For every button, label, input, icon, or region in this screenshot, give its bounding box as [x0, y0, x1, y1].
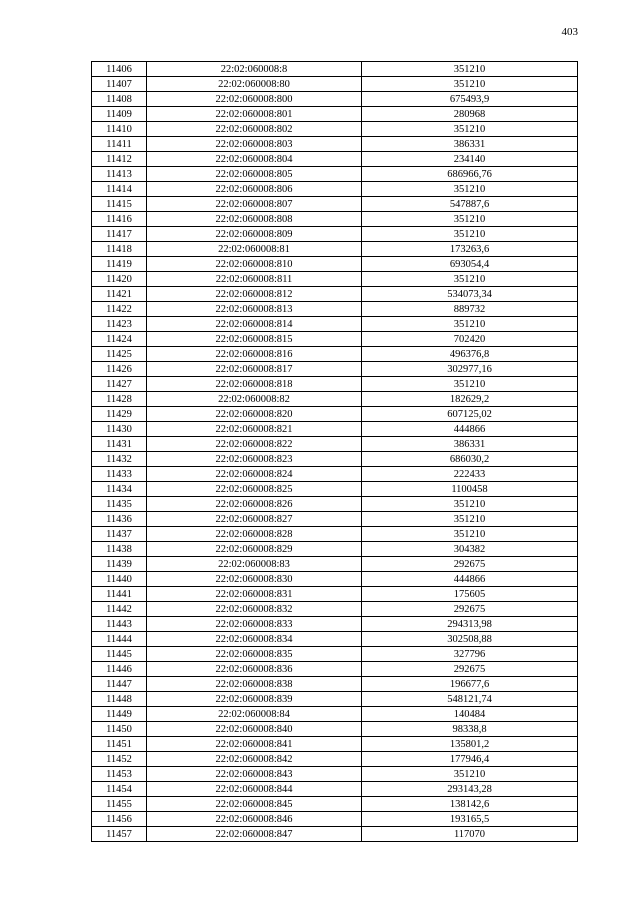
- row-number-cell: 11418: [92, 242, 147, 257]
- row-number-cell: 11424: [92, 332, 147, 347]
- table-row: [92, 167, 578, 182]
- value-cell: 444866: [362, 572, 578, 587]
- value-cell: 675493,9: [362, 92, 578, 107]
- table-row: [92, 692, 578, 707]
- cadastral-number-cell: 22:02:060008:800: [147, 92, 362, 107]
- cadastral-number-cell: 22:02:060008:815: [147, 332, 362, 347]
- row-number-cell: 11423: [92, 317, 147, 332]
- value-cell: 351210: [362, 512, 578, 527]
- table-row: [92, 602, 578, 617]
- row-number-cell: 11427: [92, 377, 147, 392]
- table-row: [92, 392, 578, 407]
- value-cell: 386331: [362, 437, 578, 452]
- table-row: [92, 587, 578, 602]
- table-row: [92, 527, 578, 542]
- table-row: [92, 707, 578, 722]
- row-number-cell: 11449: [92, 707, 147, 722]
- value-cell: 534073,34: [362, 287, 578, 302]
- cadastral-number-cell: 22:02:060008:828: [147, 527, 362, 542]
- table-row: [92, 287, 578, 302]
- table-row: [92, 482, 578, 497]
- cadastral-number-cell: 22:02:060008:806: [147, 182, 362, 197]
- table-row: [92, 647, 578, 662]
- row-number-cell: 11408: [92, 92, 147, 107]
- cadastral-number-cell: 22:02:060008:821: [147, 422, 362, 437]
- value-cell: 351210: [362, 62, 578, 77]
- table-row: [92, 62, 578, 77]
- row-number-cell: 11447: [92, 677, 147, 692]
- value-cell: 302977,16: [362, 362, 578, 377]
- cadastral-number-cell: 22:02:060008:842: [147, 752, 362, 767]
- value-cell: 140484: [362, 707, 578, 722]
- table-row: [92, 467, 578, 482]
- table-row: [92, 257, 578, 272]
- cadastral-number-cell: 22:02:060008:839: [147, 692, 362, 707]
- value-cell: 173263,6: [362, 242, 578, 257]
- page-number: 403: [561, 26, 578, 38]
- table-row: [92, 437, 578, 452]
- table-row: [92, 617, 578, 632]
- row-number-cell: 11426: [92, 362, 147, 377]
- table-row: [92, 812, 578, 827]
- row-number-cell: 11422: [92, 302, 147, 317]
- value-cell: 196677,6: [362, 677, 578, 692]
- table-row: [92, 767, 578, 782]
- cadastral-number-cell: 22:02:060008:84: [147, 707, 362, 722]
- row-number-cell: 11413: [92, 167, 147, 182]
- cadastral-number-cell: 22:02:060008:835: [147, 647, 362, 662]
- row-number-cell: 11455: [92, 797, 147, 812]
- table-row: [92, 452, 578, 467]
- value-cell: 351210: [362, 497, 578, 512]
- row-number-cell: 11457: [92, 827, 147, 842]
- value-cell: 351210: [362, 182, 578, 197]
- row-number-cell: 11432: [92, 452, 147, 467]
- table-row: [92, 347, 578, 362]
- table-row: [92, 782, 578, 797]
- value-cell: 351210: [362, 77, 578, 92]
- cadastral-number-cell: 22:02:060008:81: [147, 242, 362, 257]
- cadastral-number-cell: 22:02:060008:823: [147, 452, 362, 467]
- table-row: [92, 722, 578, 737]
- row-number-cell: 11443: [92, 617, 147, 632]
- value-cell: 193165,5: [362, 812, 578, 827]
- row-number-cell: 11434: [92, 482, 147, 497]
- row-number-cell: 11453: [92, 767, 147, 782]
- cadastral-number-cell: 22:02:060008:826: [147, 497, 362, 512]
- row-number-cell: 11454: [92, 782, 147, 797]
- value-cell: 351210: [362, 227, 578, 242]
- value-cell: 547887,6: [362, 197, 578, 212]
- table-row: [92, 317, 578, 332]
- cadastral-number-cell: 22:02:060008:818: [147, 377, 362, 392]
- table-row: [92, 497, 578, 512]
- row-number-cell: 11411: [92, 137, 147, 152]
- row-number-cell: 11428: [92, 392, 147, 407]
- cadastral-number-cell: 22:02:060008:813: [147, 302, 362, 317]
- row-number-cell: 11439: [92, 557, 147, 572]
- table-row: [92, 182, 578, 197]
- row-number-cell: 11425: [92, 347, 147, 362]
- value-cell: 351210: [362, 527, 578, 542]
- table-row: [92, 827, 578, 842]
- table-row: [92, 632, 578, 647]
- cadastral-number-cell: 22:02:060008:824: [147, 467, 362, 482]
- value-cell: 702420: [362, 332, 578, 347]
- cadastral-number-cell: 22:02:060008:845: [147, 797, 362, 812]
- row-number-cell: 11450: [92, 722, 147, 737]
- table-row: [92, 212, 578, 227]
- cadastral-number-cell: 22:02:060008:83: [147, 557, 362, 572]
- cadastral-number-cell: 22:02:060008:846: [147, 812, 362, 827]
- cadastral-number-cell: 22:02:060008:825: [147, 482, 362, 497]
- row-number-cell: 11448: [92, 692, 147, 707]
- value-cell: 351210: [362, 767, 578, 782]
- row-number-cell: 11430: [92, 422, 147, 437]
- row-number-cell: 11410: [92, 122, 147, 137]
- value-cell: 686030,2: [362, 452, 578, 467]
- cadastral-number-cell: 22:02:060008:827: [147, 512, 362, 527]
- table-row: [92, 122, 578, 137]
- row-number-cell: 11406: [92, 62, 147, 77]
- table-row: [92, 422, 578, 437]
- value-cell: 889732: [362, 302, 578, 317]
- cadastral-number-cell: 22:02:060008:812: [147, 287, 362, 302]
- table-row: [92, 152, 578, 167]
- value-cell: 234140: [362, 152, 578, 167]
- value-cell: 548121,74: [362, 692, 578, 707]
- table-row: [92, 737, 578, 752]
- value-cell: 294313,98: [362, 617, 578, 632]
- table-row: [92, 512, 578, 527]
- value-cell: 302508,88: [362, 632, 578, 647]
- value-cell: 351210: [362, 377, 578, 392]
- table-row: [92, 302, 578, 317]
- row-number-cell: 11414: [92, 182, 147, 197]
- cadastral-number-cell: 22:02:060008:832: [147, 602, 362, 617]
- cadastral-number-cell: 22:02:060008:803: [147, 137, 362, 152]
- row-number-cell: 11412: [92, 152, 147, 167]
- row-number-cell: 11438: [92, 542, 147, 557]
- value-cell: 292675: [362, 662, 578, 677]
- value-cell: 98338,8: [362, 722, 578, 737]
- row-number-cell: 11441: [92, 587, 147, 602]
- table-row: [92, 557, 578, 572]
- cadastral-number-cell: 22:02:060008:816: [147, 347, 362, 362]
- table-row: [92, 662, 578, 677]
- cadastral-number-cell: 22:02:060008:802: [147, 122, 362, 137]
- value-cell: 304382: [362, 542, 578, 557]
- cadastral-number-cell: 22:02:060008:834: [147, 632, 362, 647]
- table-row: [92, 227, 578, 242]
- value-cell: 138142,6: [362, 797, 578, 812]
- cadastral-number-cell: 22:02:060008:831: [147, 587, 362, 602]
- value-cell: 135801,2: [362, 737, 578, 752]
- value-cell: 293143,28: [362, 782, 578, 797]
- value-cell: 686966,76: [362, 167, 578, 182]
- cadastral-number-cell: 22:02:060008:82: [147, 392, 362, 407]
- table-row: [92, 572, 578, 587]
- cadastral-number-cell: 22:02:060008:810: [147, 257, 362, 272]
- row-number-cell: 11433: [92, 467, 147, 482]
- row-number-cell: 11435: [92, 497, 147, 512]
- row-number-cell: 11452: [92, 752, 147, 767]
- value-cell: 327796: [362, 647, 578, 662]
- cadastral-number-cell: 22:02:060008:820: [147, 407, 362, 422]
- row-number-cell: 11451: [92, 737, 147, 752]
- cadastral-number-cell: 22:02:060008:8: [147, 62, 362, 77]
- table-row: [92, 242, 578, 257]
- row-number-cell: 11444: [92, 632, 147, 647]
- cadastral-number-cell: 22:02:060008:808: [147, 212, 362, 227]
- table-row: [92, 92, 578, 107]
- row-number-cell: 11446: [92, 662, 147, 677]
- table-row: [92, 197, 578, 212]
- row-number-cell: 11420: [92, 272, 147, 287]
- row-number-cell: 11431: [92, 437, 147, 452]
- row-number-cell: 11440: [92, 572, 147, 587]
- value-cell: 117070: [362, 827, 578, 842]
- cadastral-number-cell: 22:02:060008:830: [147, 572, 362, 587]
- row-number-cell: 11437: [92, 527, 147, 542]
- table-row: [92, 377, 578, 392]
- cadastral-number-cell: 22:02:060008:809: [147, 227, 362, 242]
- row-number-cell: 11445: [92, 647, 147, 662]
- cadastral-number-cell: 22:02:060008:805: [147, 167, 362, 182]
- value-cell: 351210: [362, 122, 578, 137]
- value-cell: 444866: [362, 422, 578, 437]
- row-number-cell: 11456: [92, 812, 147, 827]
- value-cell: 177946,4: [362, 752, 578, 767]
- row-number-cell: 11419: [92, 257, 147, 272]
- value-cell: 222433: [362, 467, 578, 482]
- cadastral-number-cell: 22:02:060008:836: [147, 662, 362, 677]
- table-row: [92, 332, 578, 347]
- table-row: [92, 272, 578, 287]
- table-row: [92, 107, 578, 122]
- table-row: [92, 677, 578, 692]
- cadastral-number-cell: 22:02:060008:841: [147, 737, 362, 752]
- cadastral-table: [91, 61, 578, 842]
- cadastral-number-cell: 22:02:060008:844: [147, 782, 362, 797]
- value-cell: 292675: [362, 602, 578, 617]
- row-number-cell: 11416: [92, 212, 147, 227]
- value-cell: 351210: [362, 272, 578, 287]
- cadastral-number-cell: 22:02:060008:822: [147, 437, 362, 452]
- value-cell: 351210: [362, 317, 578, 332]
- table-row: [92, 752, 578, 767]
- value-cell: 386331: [362, 137, 578, 152]
- cadastral-number-cell: 22:02:060008:833: [147, 617, 362, 632]
- table-row: [92, 77, 578, 92]
- row-number-cell: 11409: [92, 107, 147, 122]
- value-cell: 1100458: [362, 482, 578, 497]
- row-number-cell: 11407: [92, 77, 147, 92]
- cadastral-number-cell: 22:02:060008:847: [147, 827, 362, 842]
- cadastral-number-cell: 22:02:060008:801: [147, 107, 362, 122]
- value-cell: 693054,4: [362, 257, 578, 272]
- cadastral-number-cell: 22:02:060008:843: [147, 767, 362, 782]
- cadastral-number-cell: 22:02:060008:811: [147, 272, 362, 287]
- row-number-cell: 11417: [92, 227, 147, 242]
- value-cell: 182629,2: [362, 392, 578, 407]
- cadastral-number-cell: 22:02:060008:838: [147, 677, 362, 692]
- cadastral-number-cell: 22:02:060008:829: [147, 542, 362, 557]
- row-number-cell: 11415: [92, 197, 147, 212]
- cadastral-number-cell: 22:02:060008:814: [147, 317, 362, 332]
- cadastral-number-cell: 22:02:060008:804: [147, 152, 362, 167]
- cadastral-number-cell: 22:02:060008:807: [147, 197, 362, 212]
- row-number-cell: 11442: [92, 602, 147, 617]
- value-cell: 351210: [362, 212, 578, 227]
- table-row: [92, 137, 578, 152]
- table-row: [92, 542, 578, 557]
- value-cell: 292675: [362, 557, 578, 572]
- cadastral-number-cell: 22:02:060008:840: [147, 722, 362, 737]
- value-cell: 607125,02: [362, 407, 578, 422]
- row-number-cell: 11429: [92, 407, 147, 422]
- table-row: [92, 797, 578, 812]
- table-row: [92, 362, 578, 377]
- table-row: [92, 407, 578, 422]
- row-number-cell: 11436: [92, 512, 147, 527]
- table-body: [92, 62, 578, 842]
- cadastral-number-cell: 22:02:060008:817: [147, 362, 362, 377]
- cadastral-number-cell: 22:02:060008:80: [147, 77, 362, 92]
- value-cell: 175605: [362, 587, 578, 602]
- value-cell: 496376,8: [362, 347, 578, 362]
- row-number-cell: 11421: [92, 287, 147, 302]
- value-cell: 280968: [362, 107, 578, 122]
